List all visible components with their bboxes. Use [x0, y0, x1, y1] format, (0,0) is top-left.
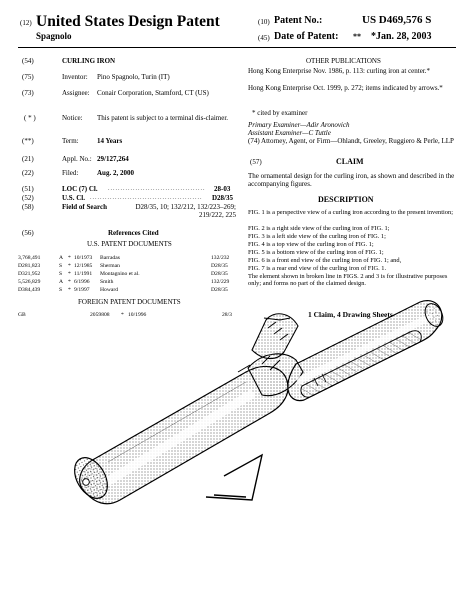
attorney: (74) Attorney, Agent, or Firm—Ohlandt, Greeley, Ruggiero & Perle, LLP	[248, 137, 454, 145]
ref-mark: *	[68, 279, 71, 285]
ref-kind: S	[59, 263, 63, 269]
loc-cl-value: 28-03	[214, 185, 231, 193]
ref-mark: *	[121, 312, 124, 318]
appl-no-value: 29/127,264	[97, 155, 129, 163]
ref-mark: *	[68, 271, 71, 277]
code-notice: ( * )	[24, 114, 36, 122]
primary-examiner: Primary Examiner—Adir Aronovich	[248, 121, 350, 129]
ref-date: 9/1997	[74, 287, 90, 293]
claim-heading: CLAIM	[336, 157, 364, 166]
code-73: (73)	[22, 89, 34, 97]
ref-kind: A	[59, 255, 64, 261]
claims-sheets: 1 Claim, 4 Drawing Sheets	[308, 310, 393, 319]
assistant-examiner: Assistant Examiner—C Tuttle	[248, 129, 331, 137]
date-marks: **	[353, 32, 361, 41]
description-line: FIG. 4 is a top view of the curling iron of FIG. 1;	[248, 241, 374, 248]
assignee-label: Assignee:	[62, 89, 90, 97]
cited-by-examiner-note: * cited by examiner	[252, 109, 308, 117]
description-line: FIG. 5 is a bottom view of the curling iron of FIG. 1;	[248, 249, 384, 256]
ref-class: 132/229	[211, 279, 230, 285]
code-22: (22)	[22, 169, 34, 177]
inventor-surname: Spagnolo	[36, 31, 72, 41]
code-term: (**)	[22, 137, 34, 145]
ref-name: Barradas	[100, 255, 120, 261]
code-21: (21)	[22, 155, 34, 163]
ref-date: 10/1973	[74, 255, 93, 261]
term-label: Term:	[62, 137, 79, 145]
stand-wire	[206, 455, 262, 500]
us-patent-documents-heading: U.S. PATENT DOCUMENTS	[87, 240, 172, 248]
ref-mark: *	[68, 287, 71, 293]
description-line: FIG. 2 is a right side view of the curling iron of FIG. 1;	[248, 225, 390, 232]
code-51: (51)	[22, 185, 34, 193]
code-75: (75)	[22, 73, 34, 81]
claim-text: The ornamental design for the curling iron, as shown and described in the accompanying figures.	[248, 172, 455, 188]
clamp-lever	[252, 314, 298, 359]
ref-kind: A	[59, 279, 64, 285]
description-heading: DESCRIPTION	[318, 195, 374, 204]
other-publications-heading: OTHER PUBLICATIONS	[306, 57, 381, 65]
date-of-patent: *Jan. 28, 2003	[371, 31, 432, 42]
ref-number: 2059808	[90, 312, 110, 318]
patent-number: US D469,576 S	[362, 14, 432, 26]
notice-label: Notice:	[62, 114, 83, 122]
code-10: (10)	[258, 18, 270, 26]
ref-class: D28/35	[211, 263, 228, 269]
inventor-label: Inventor:	[62, 73, 88, 81]
term-value: 14 Years	[97, 137, 123, 145]
foreign-patent-documents-heading: FOREIGN PATENT DOCUMENTS	[78, 298, 181, 306]
code-12: (12)	[20, 19, 32, 27]
ref-class: 132/232	[211, 255, 230, 261]
description-line: FIG. 3 is a left side view of the curling iron of FIG. 1;	[248, 233, 386, 240]
code-45: (45)	[258, 34, 270, 42]
loc-cl-label: LOC (7) Cl.	[62, 185, 98, 193]
date-label: Date of Patent:	[274, 31, 339, 42]
ref-kind: S	[59, 287, 63, 293]
ref-date: 12/1985	[74, 263, 93, 269]
code-56: (56)	[22, 229, 34, 237]
notice-value: This patent is subject to a terminal dis-claimer.	[97, 114, 229, 122]
other-publication: Hong Kong Enterprise Oct. 1999, p. 272; items indicated by arrows.*	[248, 84, 443, 92]
design-title: CURLING IRON	[62, 57, 116, 65]
leader-dots: .............................................	[90, 195, 203, 201]
description-line: FIG. 7 is a rear end view of the curling iron of FIG. 1.	[248, 265, 387, 272]
ref-number: D281,823	[18, 263, 41, 269]
patent-no-label: Patent No.:	[274, 15, 323, 26]
description-line: The element shown in broken line in FIGS. 2 and 3 is for illustrative purposes only; and forms no part of the claimed design.	[248, 273, 448, 288]
inventor-value: Pino Spagnolo, Turin (IT)	[97, 73, 170, 81]
ref-country: GB	[18, 312, 26, 318]
handle	[80, 366, 288, 503]
ref-class: 28/3	[222, 312, 232, 318]
ref-class: D28/35	[211, 287, 228, 293]
ref-date: 11/1991	[74, 271, 93, 277]
ref-mark: *	[68, 255, 71, 261]
ref-number: 5,526,829	[18, 279, 41, 285]
code-52: (52)	[22, 194, 34, 202]
document-title: United States Design Patent	[36, 13, 220, 30]
description-line: FIG. 6 is a front end view of the curling iron of FIG. 1; and,	[248, 257, 402, 264]
code-57: (57)	[250, 158, 262, 166]
references-cited-heading: References Cited	[108, 229, 159, 237]
ref-date: 10/1996	[128, 312, 147, 318]
filed-label: Filed:	[62, 169, 79, 177]
ref-kind: S	[59, 271, 63, 277]
code-58: (58)	[22, 203, 34, 211]
ref-mark: *	[68, 263, 71, 269]
field-of-search-label: Field of Search	[62, 203, 107, 211]
description-line: FIG. 1 is a perspective view of a curling iron according to the present invention;	[248, 209, 453, 216]
us-cl-label: U.S. Cl.	[62, 194, 85, 202]
ref-name: Howard	[100, 287, 119, 293]
ref-number: D384,439	[18, 287, 41, 293]
filed-value: Aug. 2, 2000	[97, 169, 134, 177]
ref-name: Sherman	[100, 263, 120, 269]
assignee-value: Conair Corporation, Stamford, CT (US)	[97, 89, 209, 97]
ref-name: Montagnino et al.	[100, 271, 140, 277]
appl-no-label: Appl. No.:	[62, 155, 92, 163]
other-publication: Hong Kong Enterprise Nov. 1986, p. 113: curling iron at center.*	[248, 67, 431, 75]
us-cl-value: D28/35	[212, 194, 233, 202]
ref-number: 3,768,491	[18, 255, 41, 261]
ref-name: Smith	[100, 279, 114, 285]
code-54: (54)	[22, 57, 34, 65]
ref-class: D28/35	[211, 271, 228, 277]
ref-number: D321,952	[18, 271, 41, 277]
ref-date: 6/1996	[74, 279, 90, 285]
field-of-search-value: D28/35, 10; 132/212, 132/223–269; 219/222, 225	[135, 203, 236, 219]
leader-dots: .......................................	[108, 186, 206, 192]
